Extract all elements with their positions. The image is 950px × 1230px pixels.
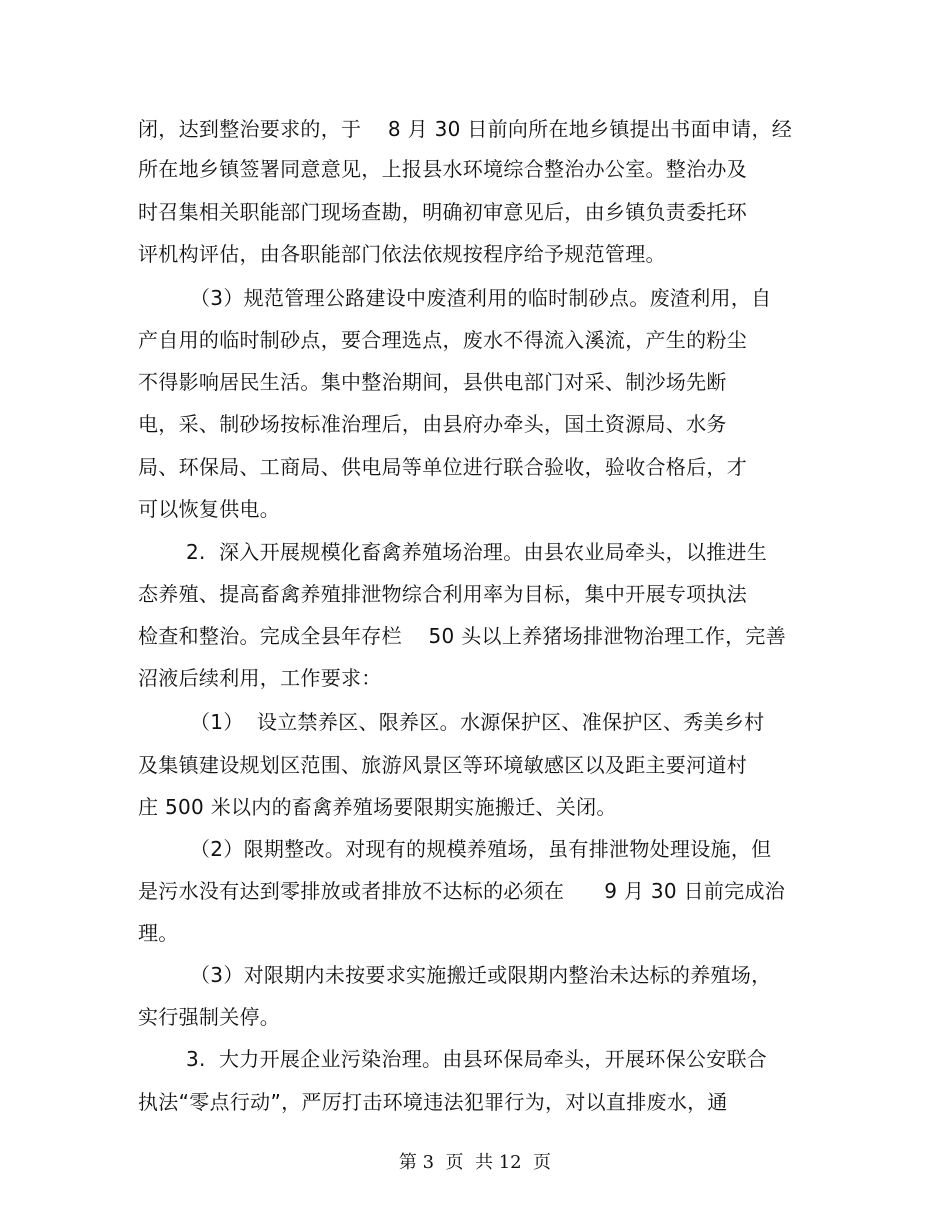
text-line: 时召集相关职能部门现场查勘，明确初审意见后，由乡镇负责委托环 (138, 200, 747, 224)
text-line: 可以恢复供电。 (138, 497, 281, 521)
text-line: 执法“零点行动”，严厉打击环境违法犯罪行为，对以直排废水，通 (138, 1090, 728, 1114)
text-line: 沼液后续利用，工作要求： (138, 666, 382, 690)
text-line: 是污水没有达到零排放或者排放不达标的必须在 9 月 30 日前完成治 (138, 879, 786, 903)
text-line: 2. 深入开展规模化畜禽养殖场治理。由县农业局牵头，以推进生 (186, 540, 768, 564)
text-line: 产自用的临时制砂点，要合理选点，废水不得流入溪流，产生的粉尘 (138, 328, 747, 352)
text-line: 实行强制关停。 (138, 1005, 281, 1029)
text-line: （3）对限期内未按要求实施搬迁或限期内整治未达标的养殖场， (190, 963, 772, 987)
text-line: 检查和整治。完成全县年存栏 50 头以上养猪场排泄物治理工作，完善 (138, 624, 787, 648)
page-number-footer: 第 3 页 共 12 页 (398, 1152, 552, 1173)
text-line: （3）规范管理公路建设中废渣利用的临时制砂点。废渣利用，自 (190, 286, 772, 310)
text-line: （2）限期整改。对现有的规模养殖场，虽有排泄物处理设施，但 (190, 837, 772, 861)
text-line: 不得影响居民生活。集中整治期间，县供电部门对采、制沙场先断 (138, 370, 727, 394)
text-line: 庄 500 米以内的畜禽养殖场要限期实施搬迁、关闭。 (138, 795, 617, 819)
text-line: 态养殖、提高畜禽养殖排泄物综合利用率为目标，集中开展专项执法 (138, 582, 747, 606)
text-line: 及集镇建设规划区范围、旅游风景区等环境敏感区以及距主要河道村 (138, 753, 747, 777)
text-line: 评机构评估，由各职能部门依法依规按程序给予规范管理。 (138, 242, 666, 266)
text-line: 所在地乡镇签署同意意见，上报县水环境综合整治办公室。整治办及 (138, 157, 747, 181)
text-line: 电，采、制砂场按标准治理后，由县府办牵头，国土资源局、水务 (138, 412, 727, 436)
text-line: 3. 大力开展企业污染治理。由县环保局牵头，开展环保公安联合 (186, 1047, 768, 1071)
text-line: 局、环保局、工商局、供电局等单位进行联合验收，验收合格后，才 (138, 455, 747, 479)
text-line: 闭，达到整治要求的，于 8 月 30 日前向所在地乡镇提出书面申请，经 (138, 117, 793, 141)
text-line: 理。 (138, 921, 179, 945)
text-line: （1） 设立禁养区、限养区。水源保护区、准保护区、秀美乡村 (190, 710, 765, 734)
